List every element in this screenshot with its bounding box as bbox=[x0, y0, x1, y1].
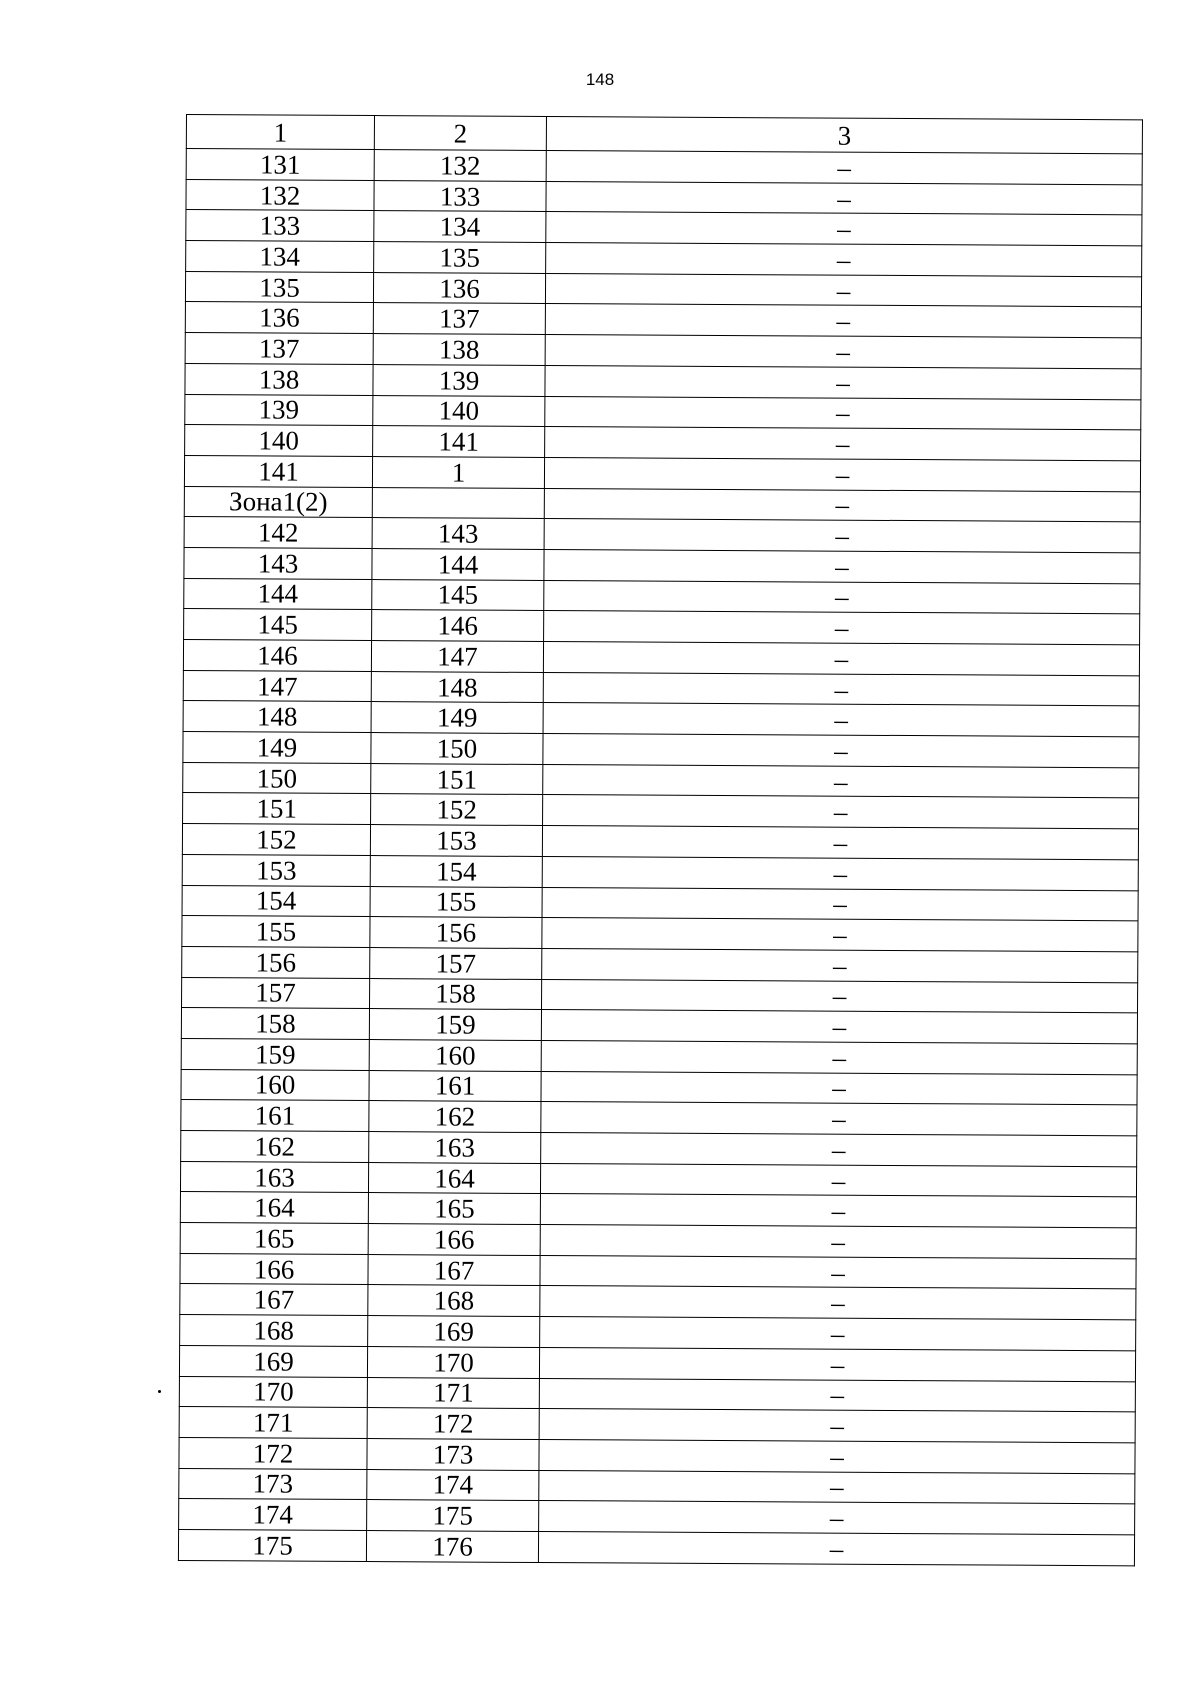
table-cell-col-3: – bbox=[545, 304, 1141, 338]
table-cell-col-2: 136 bbox=[373, 272, 545, 304]
table-cell-col-3: – bbox=[544, 488, 1140, 522]
table-cell-col-1: 166 bbox=[180, 1253, 368, 1285]
table-cell-col-3: – bbox=[540, 1317, 1136, 1351]
table-cell-col-2: 144 bbox=[372, 548, 544, 580]
table-cell-col-2: 138 bbox=[373, 334, 545, 366]
table-cell-col-3: – bbox=[545, 396, 1141, 430]
table-cell-col-2: 149 bbox=[371, 702, 543, 734]
table-cell-col-2: 158 bbox=[370, 978, 542, 1010]
table-cell-col-1: 133 bbox=[186, 210, 374, 242]
table-cell-col-2: 155 bbox=[370, 886, 542, 918]
table-cell-col-1: 142 bbox=[184, 517, 372, 549]
table-cell-col-3: – bbox=[543, 672, 1139, 706]
table-cell-col-2: 161 bbox=[369, 1070, 541, 1102]
table-cell-col-2: 175 bbox=[367, 1500, 539, 1532]
table-cell-col-1: 143 bbox=[184, 547, 372, 579]
table-cell-col-3: – bbox=[540, 1163, 1136, 1197]
table-cell-col-2: 165 bbox=[368, 1193, 540, 1225]
table-cell-col-2: 162 bbox=[369, 1101, 541, 1133]
table-cell-col-1: 161 bbox=[181, 1100, 369, 1132]
table-cell-col-2: 169 bbox=[368, 1316, 540, 1348]
table-cell-col-3: – bbox=[543, 764, 1139, 798]
table-cell-col-3: – bbox=[540, 1255, 1136, 1289]
table-cell-col-1: 134 bbox=[186, 241, 374, 273]
table-cell-col-2: 132 bbox=[374, 150, 546, 182]
table-cell-col-2: 146 bbox=[372, 610, 544, 642]
table-cell-col-3: – bbox=[541, 1071, 1137, 1105]
header-cell-col-2: 2 bbox=[374, 116, 546, 151]
table-cell-col-3: – bbox=[543, 703, 1139, 737]
table-cell-col-2: 171 bbox=[367, 1377, 539, 1409]
table-cell-col-1: 136 bbox=[185, 302, 373, 334]
table-cell-col-3: – bbox=[546, 212, 1142, 246]
table-cell-col-1: 132 bbox=[186, 179, 374, 211]
table-row bbox=[178, 1529, 1134, 1565]
table-cell-col-1: 137 bbox=[185, 333, 373, 365]
table-cell-col-3: – bbox=[544, 457, 1140, 491]
table-cell-col-3: – bbox=[542, 887, 1138, 921]
table-cell-col-2: 150 bbox=[371, 733, 543, 765]
table-cell-col-3: – bbox=[545, 273, 1141, 307]
table-cell-col-1: 157 bbox=[182, 977, 370, 1009]
table-cell-col-3: – bbox=[541, 1132, 1137, 1166]
table-cell-col-1: 139 bbox=[185, 394, 373, 426]
table-cell-col-2: 133 bbox=[374, 180, 546, 212]
table-cell-col-3: – bbox=[539, 1378, 1135, 1412]
table-cell-col-2: 145 bbox=[372, 579, 544, 611]
table-cell-col-1: 149 bbox=[183, 732, 371, 764]
table-cell-col-2: 139 bbox=[373, 364, 545, 396]
table-cell-col-3: – bbox=[544, 549, 1140, 583]
table-cell-col-3: – bbox=[542, 979, 1138, 1013]
table-cell-col-2: 153 bbox=[370, 825, 542, 857]
table-cell-col-2: 1 bbox=[372, 456, 544, 488]
table-cell-col-3: – bbox=[539, 1501, 1135, 1535]
table-cell-col-3: – bbox=[541, 1102, 1137, 1136]
table-cell-col-3: – bbox=[539, 1347, 1135, 1381]
table-cell-col-1: 145 bbox=[184, 609, 372, 641]
table-cell-col-1: 171 bbox=[179, 1407, 367, 1439]
table-cell-col-1: 172 bbox=[179, 1437, 367, 1469]
table-cell-col-2: 147 bbox=[371, 641, 543, 673]
table-cell-col-2: 154 bbox=[370, 855, 542, 887]
scan-speck bbox=[158, 1390, 161, 1393]
header-cell-col-3: 3 bbox=[546, 117, 1142, 154]
table-cell-col-2: 140 bbox=[373, 395, 545, 427]
table-cell-col-3: – bbox=[542, 918, 1138, 952]
table-cell-col-3: – bbox=[543, 734, 1139, 768]
table-cell-col-2: 167 bbox=[368, 1254, 540, 1286]
table-cell-col-1: 152 bbox=[182, 824, 370, 856]
data-table bbox=[178, 114, 1143, 1566]
table-cell-col-3: – bbox=[545, 427, 1141, 461]
table-cell-col-1: 151 bbox=[183, 793, 371, 825]
table-cell-col-1: 175 bbox=[178, 1529, 366, 1561]
table-cell-col-1: Зона1(2) bbox=[184, 486, 372, 518]
table-cell-col-2: 156 bbox=[370, 917, 542, 949]
table-cell-col-2: 174 bbox=[367, 1469, 539, 1501]
table-cell-col-3: – bbox=[542, 826, 1138, 860]
table-cell-col-2: 164 bbox=[368, 1162, 540, 1194]
table-cell-col-1: 150 bbox=[183, 762, 371, 794]
table-cell-col-1: 170 bbox=[179, 1376, 367, 1408]
table-header-row bbox=[186, 115, 1142, 154]
table-cell-col-1: 159 bbox=[181, 1038, 369, 1070]
table-cell-col-2: 137 bbox=[373, 303, 545, 335]
table-cell-col-3: – bbox=[543, 642, 1139, 676]
table-cell-col-1: 165 bbox=[180, 1223, 368, 1255]
table-cell-col-2: 166 bbox=[368, 1224, 540, 1256]
table-cell-col-1: 147 bbox=[183, 670, 371, 702]
table-cell-col-2: 135 bbox=[374, 242, 546, 274]
table-cell-col-1: 163 bbox=[180, 1161, 368, 1193]
table-cell-col-1: 164 bbox=[180, 1192, 368, 1224]
table-cell-col-2: 173 bbox=[367, 1438, 539, 1470]
table-cell-col-3: – bbox=[539, 1409, 1135, 1443]
header-cell-col-1: 1 bbox=[186, 115, 374, 150]
table-cell-col-2 bbox=[372, 487, 544, 519]
table-cell-col-2: 134 bbox=[374, 211, 546, 243]
table-cell-col-1: 140 bbox=[185, 425, 373, 457]
table-cell-col-3: – bbox=[538, 1531, 1134, 1565]
table-cell-col-1: 138 bbox=[185, 363, 373, 395]
table-cell-col-2: 168 bbox=[368, 1285, 540, 1317]
table-cell-col-2: 152 bbox=[371, 794, 543, 826]
table-cell-col-1: 144 bbox=[184, 578, 372, 610]
table-cell-col-2: 151 bbox=[371, 763, 543, 795]
table-cell-col-3: – bbox=[540, 1194, 1136, 1228]
table-cell-col-1: 169 bbox=[179, 1345, 367, 1377]
table-cell-col-1: 168 bbox=[180, 1315, 368, 1347]
table-cell-col-3: – bbox=[546, 151, 1142, 185]
table-cell-col-1: 153 bbox=[182, 854, 370, 886]
table-cell-col-2: 143 bbox=[372, 518, 544, 550]
table-cell-col-1: 146 bbox=[183, 639, 371, 671]
table-cell-col-3: – bbox=[539, 1439, 1135, 1473]
table-cell-col-3: – bbox=[541, 1010, 1137, 1044]
table-cell-col-3: – bbox=[545, 335, 1141, 369]
table-cell-col-1: 141 bbox=[184, 455, 372, 487]
table-cell-col-1: 135 bbox=[185, 271, 373, 303]
table-cell-col-3: – bbox=[543, 795, 1139, 829]
table-cell-col-3: – bbox=[542, 948, 1138, 982]
table-cell-col-1: 160 bbox=[181, 1069, 369, 1101]
table-cell-col-1: 162 bbox=[181, 1130, 369, 1162]
table-cell-col-2: 170 bbox=[367, 1346, 539, 1378]
table-cell-col-3: – bbox=[542, 856, 1138, 890]
table-cell-col-2: 176 bbox=[366, 1530, 538, 1562]
table-cell-col-1: 173 bbox=[179, 1468, 367, 1500]
table-cell-col-3: – bbox=[545, 365, 1141, 399]
table-cell-col-2: 141 bbox=[373, 426, 545, 458]
table-cell-col-3: – bbox=[541, 1040, 1137, 1074]
table-cell-col-1: 156 bbox=[182, 946, 370, 978]
table-cell-col-3: – bbox=[540, 1225, 1136, 1259]
table-cell-col-3: – bbox=[546, 181, 1142, 215]
table-cell-col-3: – bbox=[539, 1470, 1135, 1504]
table-cell-col-1: 158 bbox=[181, 1008, 369, 1040]
table-cell-col-1: 154 bbox=[182, 885, 370, 917]
table-cell-col-2: 157 bbox=[370, 947, 542, 979]
table-cell-col-3: – bbox=[540, 1286, 1136, 1320]
table-body bbox=[178, 115, 1142, 1566]
table-cell-col-2: 160 bbox=[369, 1039, 541, 1071]
table-cell-col-3: – bbox=[544, 580, 1140, 614]
table-cell-col-1: 167 bbox=[180, 1284, 368, 1316]
table-cell-col-1: 148 bbox=[183, 701, 371, 733]
table-cell-col-3: – bbox=[544, 611, 1140, 645]
page-number: 148 bbox=[585, 70, 615, 89]
table-cell-col-3: – bbox=[544, 519, 1140, 553]
table-cell-col-1: 174 bbox=[179, 1499, 367, 1531]
table-cell-col-2: 159 bbox=[369, 1009, 541, 1041]
table-cell-col-2: 163 bbox=[369, 1132, 541, 1164]
table-cell-col-2: 172 bbox=[367, 1408, 539, 1440]
table-cell-col-2: 148 bbox=[371, 671, 543, 703]
table-cell-col-1: 155 bbox=[182, 916, 370, 948]
table-cell-col-3: – bbox=[546, 243, 1142, 277]
table-cell-col-1: 131 bbox=[186, 149, 374, 181]
